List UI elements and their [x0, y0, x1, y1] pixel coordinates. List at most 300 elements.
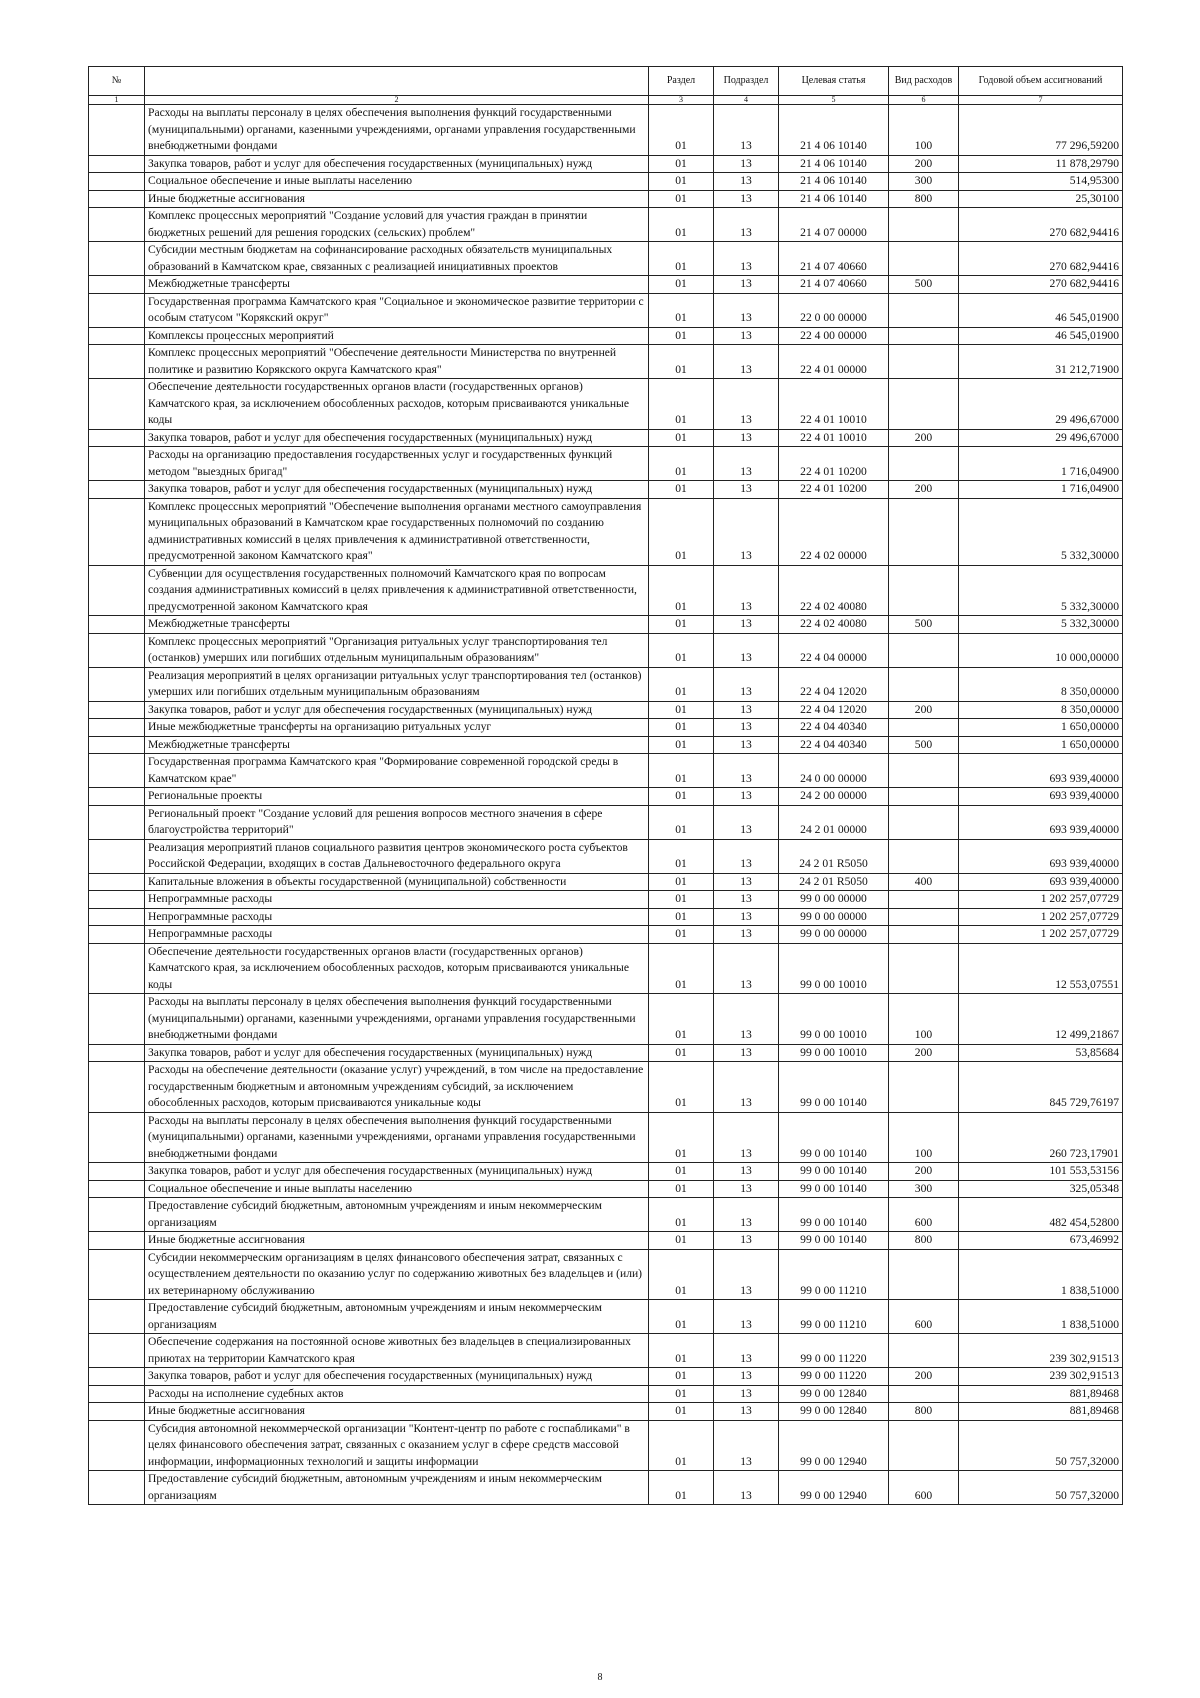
cell-celevaya: 99 0 00 00000	[779, 926, 889, 944]
cell-vid	[889, 1334, 959, 1368]
cell-razdel: 01	[649, 1180, 714, 1198]
cell-razdel: 01	[649, 701, 714, 719]
cell-name: Непрограммные расходы	[145, 891, 649, 909]
cell-razdel: 01	[649, 943, 714, 994]
colnum: 7	[959, 96, 1123, 105]
table-row	[89, 891, 1123, 909]
cell-vid	[889, 498, 959, 565]
cell-name: Комплекс процессных мероприятий "Обеспечение выполнения органами местного самоуправления муниципальных образований в Камчатском крае государственных полномочий по созданию административных комиссий в целях привлечения к административной ответственности, предусмотренной законом Камчатского края"	[145, 498, 649, 565]
cell-celevaya: 99 0 00 12840	[779, 1385, 889, 1403]
table-row	[89, 754, 1123, 788]
cell-amount: 1 838,51000	[959, 1300, 1123, 1334]
cell-razdel: 01	[649, 1420, 714, 1471]
cell-celevaya: 24 2 00 00000	[779, 788, 889, 806]
cell-celevaya: 22 4 02 40080	[779, 616, 889, 634]
table-row	[89, 908, 1123, 926]
cell-razdel: 01	[649, 293, 714, 327]
cell-amount: 5 332,30000	[959, 565, 1123, 616]
colnum: 5	[779, 96, 889, 105]
cell-podrazdel: 13	[714, 173, 779, 191]
cell-no	[89, 565, 145, 616]
cell-podrazdel: 13	[714, 754, 779, 788]
cell-name: Закупка товаров, работ и услуг для обеспечения государственных (муниципальных) нужд	[145, 155, 649, 173]
table-row	[89, 276, 1123, 294]
table-row	[89, 447, 1123, 481]
table-row	[89, 242, 1123, 276]
cell-podrazdel: 13	[714, 1232, 779, 1250]
cell-razdel: 01	[649, 105, 714, 156]
cell-amount: 5 332,30000	[959, 616, 1123, 634]
cell-name: Межбюджетные трансферты	[145, 736, 649, 754]
cell-podrazdel: 13	[714, 891, 779, 909]
cell-razdel: 01	[649, 327, 714, 345]
cell-celevaya: 21 4 07 40660	[779, 242, 889, 276]
table-row	[89, 1062, 1123, 1113]
cell-no	[89, 873, 145, 891]
cell-no	[89, 805, 145, 839]
cell-podrazdel: 13	[714, 1368, 779, 1386]
cell-no	[89, 1334, 145, 1368]
cell-name: Расходы на выплаты персоналу в целях обеспечения выполнения функций государственными (муниципальными) органами, казенными учреждениями, органами управления государственными внебюджетными фондами	[145, 994, 649, 1045]
cell-no	[89, 736, 145, 754]
cell-no	[89, 1368, 145, 1386]
cell-name: Региональный проект "Создание условий для решения вопросов местного значения в сфере благоустройства территорий"	[145, 805, 649, 839]
cell-vid: 300	[889, 173, 959, 191]
cell-name: Закупка товаров, работ и услуг для обеспечения государственных (муниципальных) нужд	[145, 1368, 649, 1386]
cell-no	[89, 788, 145, 806]
cell-amount: 1 202 257,07729	[959, 908, 1123, 926]
cell-name: Реализация мероприятий в целях организации ритуальных услуг транспортирования тел (останков) умерших или погибших отдельным муниципальным образованиям	[145, 667, 649, 701]
cell-celevaya: 22 4 04 12020	[779, 701, 889, 719]
cell-no	[89, 908, 145, 926]
cell-razdel: 01	[649, 926, 714, 944]
cell-no	[89, 173, 145, 191]
cell-podrazdel: 13	[714, 429, 779, 447]
cell-name: Межбюджетные трансферты	[145, 276, 649, 294]
cell-no	[89, 1198, 145, 1232]
cell-no	[89, 667, 145, 701]
cell-no	[89, 943, 145, 994]
cell-podrazdel: 13	[714, 1334, 779, 1368]
cell-name: Государственная программа Камчатского края "Формирование современной городской среды в Камчатском крае"	[145, 754, 649, 788]
cell-name: Закупка товаров, работ и услуг для обеспечения государственных (муниципальных) нужд	[145, 481, 649, 499]
cell-celevaya: 99 0 00 11220	[779, 1334, 889, 1368]
cell-no	[89, 1112, 145, 1163]
cell-no	[89, 429, 145, 447]
cell-no	[89, 616, 145, 634]
cell-amount: 482 454,52800	[959, 1198, 1123, 1232]
cell-vid: 200	[889, 481, 959, 499]
cell-amount: 29 496,67000	[959, 429, 1123, 447]
cell-celevaya: 99 0 00 12840	[779, 1403, 889, 1421]
cell-celevaya: 24 2 01 R5050	[779, 873, 889, 891]
table-row	[89, 1163, 1123, 1181]
table-row	[89, 327, 1123, 345]
cell-amount: 845 729,76197	[959, 1062, 1123, 1113]
cell-razdel: 01	[649, 908, 714, 926]
cell-amount: 12 499,21867	[959, 994, 1123, 1045]
col-podrazdel-header: Подраздел	[714, 67, 779, 96]
cell-vid: 200	[889, 429, 959, 447]
page-number: 8	[597, 1672, 603, 1683]
cell-celevaya: 99 0 00 10140	[779, 1112, 889, 1163]
cell-celevaya: 22 4 04 40340	[779, 736, 889, 754]
cell-amount: 25,30100	[959, 190, 1123, 208]
cell-razdel: 01	[649, 891, 714, 909]
cell-razdel: 01	[649, 1471, 714, 1505]
cell-podrazdel: 13	[714, 293, 779, 327]
cell-amount: 693 939,40000	[959, 873, 1123, 891]
cell-celevaya: 22 4 04 40340	[779, 719, 889, 737]
cell-amount: 5 332,30000	[959, 498, 1123, 565]
colnum: 4	[714, 96, 779, 105]
cell-podrazdel: 13	[714, 1403, 779, 1421]
cell-celevaya: 99 0 00 10140	[779, 1198, 889, 1232]
table-row	[89, 1471, 1123, 1505]
cell-no	[89, 633, 145, 667]
cell-podrazdel: 13	[714, 633, 779, 667]
cell-vid	[889, 293, 959, 327]
cell-vid: 100	[889, 105, 959, 156]
cell-no	[89, 1385, 145, 1403]
cell-amount: 239 302,91513	[959, 1368, 1123, 1386]
cell-amount: 1 838,51000	[959, 1249, 1123, 1300]
cell-vid: 200	[889, 1163, 959, 1181]
cell-name: Закупка товаров, работ и услуг для обеспечения государственных (муниципальных) нужд	[145, 1163, 649, 1181]
table-row	[89, 498, 1123, 565]
cell-razdel: 01	[649, 481, 714, 499]
cell-podrazdel: 13	[714, 839, 779, 873]
cell-amount: 881,89468	[959, 1403, 1123, 1421]
colnum: 3	[649, 96, 714, 105]
cell-amount: 10 000,00000	[959, 633, 1123, 667]
cell-vid	[889, 327, 959, 345]
cell-amount: 1 716,04900	[959, 447, 1123, 481]
cell-celevaya: 24 2 01 00000	[779, 805, 889, 839]
cell-razdel: 01	[649, 173, 714, 191]
cell-amount: 673,46992	[959, 1232, 1123, 1250]
cell-amount: 270 682,94416	[959, 276, 1123, 294]
cell-amount: 11 878,29790	[959, 155, 1123, 173]
cell-vid	[889, 754, 959, 788]
table-row	[89, 1334, 1123, 1368]
cell-vid	[889, 943, 959, 994]
cell-celevaya: 99 0 00 11210	[779, 1249, 889, 1300]
cell-name: Комплекс процессных мероприятий "Обеспечение деятельности Министерства по внутренней политике и развитию Корякского округа Камчатского края"	[145, 345, 649, 379]
cell-razdel: 01	[649, 379, 714, 430]
cell-amount: 101 553,53156	[959, 1163, 1123, 1181]
cell-name: Непрограммные расходы	[145, 908, 649, 926]
cell-podrazdel: 13	[714, 1044, 779, 1062]
cell-podrazdel: 13	[714, 208, 779, 242]
cell-vid: 600	[889, 1300, 959, 1334]
cell-vid	[889, 1385, 959, 1403]
cell-razdel: 01	[649, 1334, 714, 1368]
cell-name: Предоставление субсидий бюджетным, автономным учреждениям и иным некоммерческим организациям	[145, 1300, 649, 1334]
cell-name: Обеспечение деятельности государственных органов власти (государственных органов) Камчатского края, за исключением обособленных расходов, которым присваиваются уникальные коды	[145, 943, 649, 994]
cell-celevaya: 99 0 00 10140	[779, 1163, 889, 1181]
cell-razdel: 01	[649, 190, 714, 208]
cell-celevaya: 99 0 00 10010	[779, 994, 889, 1045]
cell-podrazdel: 13	[714, 379, 779, 430]
cell-podrazdel: 13	[714, 1198, 779, 1232]
cell-podrazdel: 13	[714, 873, 779, 891]
column-number-row	[89, 96, 1123, 105]
cell-podrazdel: 13	[714, 943, 779, 994]
cell-razdel: 01	[649, 345, 714, 379]
cell-vid: 200	[889, 155, 959, 173]
cell-razdel: 01	[649, 1112, 714, 1163]
cell-vid: 800	[889, 190, 959, 208]
cell-no	[89, 379, 145, 430]
cell-amount: 881,89468	[959, 1385, 1123, 1403]
table-row	[89, 1198, 1123, 1232]
cell-amount: 693 939,40000	[959, 754, 1123, 788]
cell-podrazdel: 13	[714, 242, 779, 276]
cell-celevaya: 22 4 02 40080	[779, 565, 889, 616]
cell-vid: 100	[889, 994, 959, 1045]
cell-name: Субсидии местным бюджетам на софинансирование расходных обязательств муниципальных образований в Камчатском крае, связанных с реализацией инициативных проектов	[145, 242, 649, 276]
cell-razdel: 01	[649, 616, 714, 634]
cell-celevaya: 99 0 00 12940	[779, 1420, 889, 1471]
cell-vid	[889, 208, 959, 242]
cell-razdel: 01	[649, 498, 714, 565]
table-row	[89, 379, 1123, 430]
cell-no	[89, 481, 145, 499]
cell-razdel: 01	[649, 719, 714, 737]
cell-name: Предоставление субсидий бюджетным, автономным учреждениям и иным некоммерческим организациям	[145, 1471, 649, 1505]
cell-celevaya: 99 0 00 10010	[779, 1044, 889, 1062]
table-row	[89, 1403, 1123, 1421]
cell-vid: 500	[889, 616, 959, 634]
colnum: 1	[89, 96, 145, 105]
cell-razdel: 01	[649, 155, 714, 173]
cell-amount: 1 202 257,07729	[959, 926, 1123, 944]
cell-vid	[889, 242, 959, 276]
cell-razdel: 01	[649, 1368, 714, 1386]
cell-amount: 693 939,40000	[959, 805, 1123, 839]
cell-razdel: 01	[649, 839, 714, 873]
table-row	[89, 805, 1123, 839]
cell-name: Обеспечение содержания на постоянной основе животных без владельцев в специализированных приютах на территории Камчатского края	[145, 1334, 649, 1368]
cell-no	[89, 208, 145, 242]
cell-podrazdel: 13	[714, 719, 779, 737]
cell-vid: 600	[889, 1471, 959, 1505]
cell-podrazdel: 13	[714, 1471, 779, 1505]
budget-table-sheet	[88, 66, 1122, 1505]
table-row	[89, 293, 1123, 327]
cell-podrazdel: 13	[714, 616, 779, 634]
table-row	[89, 345, 1123, 379]
cell-celevaya: 22 4 04 12020	[779, 667, 889, 701]
cell-no	[89, 701, 145, 719]
cell-vid	[889, 1420, 959, 1471]
cell-vid: 500	[889, 276, 959, 294]
cell-name: Государственная программа Камчатского края "Социальное и экономическое развитие территории с особым статусом "Корякский округ"	[145, 293, 649, 327]
header-row	[89, 67, 1123, 96]
cell-podrazdel: 13	[714, 105, 779, 156]
table-row	[89, 701, 1123, 719]
cell-amount: 260 723,17901	[959, 1112, 1123, 1163]
cell-vid: 300	[889, 1180, 959, 1198]
cell-amount: 8 350,00000	[959, 667, 1123, 701]
cell-amount: 77 296,59200	[959, 105, 1123, 156]
table-row	[89, 839, 1123, 873]
cell-celevaya: 99 0 00 12940	[779, 1471, 889, 1505]
cell-name: Иные межбюджетные трансферты на организацию ритуальных услуг	[145, 719, 649, 737]
table-row	[89, 736, 1123, 754]
cell-name: Закупка товаров, работ и услуг для обеспечения государственных (муниципальных) нужд	[145, 701, 649, 719]
cell-name: Предоставление субсидий бюджетным, автономным учреждениям и иным некоммерческим организациям	[145, 1198, 649, 1232]
cell-name: Межбюджетные трансферты	[145, 616, 649, 634]
table-row	[89, 1368, 1123, 1386]
cell-name: Иные бюджетные ассигнования	[145, 1232, 649, 1250]
cell-celevaya: 21 4 06 10140	[779, 173, 889, 191]
cell-name: Расходы на исполнение судебных актов	[145, 1385, 649, 1403]
cell-podrazdel: 13	[714, 155, 779, 173]
cell-vid: 600	[889, 1198, 959, 1232]
cell-podrazdel: 13	[714, 908, 779, 926]
cell-razdel: 01	[649, 1198, 714, 1232]
table-row	[89, 190, 1123, 208]
cell-vid: 200	[889, 1044, 959, 1062]
cell-name: Социальное обеспечение и иные выплаты населению	[145, 173, 649, 191]
cell-celevaya: 99 0 00 10010	[779, 943, 889, 994]
table-row	[89, 616, 1123, 634]
table-row	[89, 429, 1123, 447]
col-no-header: №	[89, 67, 145, 96]
cell-vid	[889, 1249, 959, 1300]
cell-amount: 50 757,32000	[959, 1420, 1123, 1471]
cell-amount: 1 716,04900	[959, 481, 1123, 499]
cell-amount: 693 939,40000	[959, 839, 1123, 873]
cell-razdel: 01	[649, 429, 714, 447]
cell-celevaya: 99 0 00 10140	[779, 1232, 889, 1250]
cell-name: Социальное обеспечение и иные выплаты населению	[145, 1180, 649, 1198]
cell-amount: 239 302,91513	[959, 1334, 1123, 1368]
cell-no	[89, 994, 145, 1045]
cell-podrazdel: 13	[714, 1385, 779, 1403]
cell-celevaya: 99 0 00 00000	[779, 891, 889, 909]
cell-name: Расходы на обеспечение деятельности (оказание услуг) учреждений, в том числе на предоставление государственным бюджетным и автономным учреждениям субсидий, за исключением обособленных расходов, которым присваиваются уникальные коды	[145, 1062, 649, 1113]
cell-no	[89, 327, 145, 345]
cell-name: Субсидии некоммерческим организациям в целях финансового обеспечения затрат, связанных с осуществлением деятельности по оказанию услуг по содержанию животных без владельцев и (или) их ветеринарному обслуживанию	[145, 1249, 649, 1300]
cell-celevaya: 22 4 01 10200	[779, 447, 889, 481]
cell-no	[89, 1163, 145, 1181]
cell-celevaya: 99 0 00 00000	[779, 908, 889, 926]
cell-celevaya: 99 0 00 10140	[779, 1180, 889, 1198]
col-vid-header: Вид расходов	[889, 67, 959, 96]
table-row	[89, 1112, 1123, 1163]
cell-name: Реализация мероприятий планов социального развития центров экономического роста субъектов Российской Федерации, входящих в состав Дальневосточного федерального округа	[145, 839, 649, 873]
cell-celevaya: 22 0 00 00000	[779, 293, 889, 327]
cell-no	[89, 293, 145, 327]
cell-name: Расходы на выплаты персоналу в целях обеспечения выполнения функций государственными (муниципальными) органами, казенными учреждениями, органами управления государственными внебюджетными фондами	[145, 105, 649, 156]
cell-name: Иные бюджетные ассигнования	[145, 190, 649, 208]
cell-podrazdel: 13	[714, 565, 779, 616]
cell-podrazdel: 13	[714, 667, 779, 701]
cell-vid	[889, 633, 959, 667]
cell-podrazdel: 13	[714, 736, 779, 754]
cell-amount: 1 650,00000	[959, 719, 1123, 737]
cell-amount: 325,05348	[959, 1180, 1123, 1198]
cell-no	[89, 891, 145, 909]
cell-amount: 50 757,32000	[959, 1471, 1123, 1505]
colnum: 2	[145, 96, 649, 105]
cell-name: Обеспечение деятельности государственных органов власти (государственных органов) Камчатского края, за исключением обособленных расходов, которым присваиваются уникальные коды	[145, 379, 649, 430]
cell-no	[89, 1300, 145, 1334]
cell-celevaya: 22 4 01 10200	[779, 481, 889, 499]
cell-podrazdel: 13	[714, 327, 779, 345]
cell-name: Комплексы процессных мероприятий	[145, 327, 649, 345]
cell-vid	[889, 345, 959, 379]
cell-vid	[889, 926, 959, 944]
cell-no	[89, 926, 145, 944]
cell-razdel: 01	[649, 633, 714, 667]
cell-podrazdel: 13	[714, 1163, 779, 1181]
table-row	[89, 1385, 1123, 1403]
cell-razdel: 01	[649, 242, 714, 276]
cell-podrazdel: 13	[714, 1112, 779, 1163]
cell-razdel: 01	[649, 1300, 714, 1334]
cell-podrazdel: 13	[714, 190, 779, 208]
cell-name: Субсидия автономной некоммерческой организации "Контент-центр по работе с госпабликами" в целях финансового обеспечения затрат, связанных с оказанием услуг в сфере средств массовой информации, информационных технологий и защиты информации	[145, 1420, 649, 1471]
table-row	[89, 481, 1123, 499]
cell-no	[89, 1232, 145, 1250]
cell-no	[89, 1062, 145, 1113]
cell-no	[89, 155, 145, 173]
cell-celevaya: 22 4 01 10010	[779, 379, 889, 430]
table-row	[89, 565, 1123, 616]
cell-name: Расходы на выплаты персоналу в целях обеспечения выполнения функций государственными (муниципальными) органами, казенными учреждениями, органами управления государственными внебюджетными фондами	[145, 1112, 649, 1163]
cell-name: Расходы на организацию предоставления государственных услуг и государственных функций методом "выездных бригад"	[145, 447, 649, 481]
cell-no	[89, 276, 145, 294]
cell-razdel: 01	[649, 1249, 714, 1300]
cell-celevaya: 99 0 00 10140	[779, 1062, 889, 1113]
cell-name: Субвенции для осуществления государственных полномочий Камчатского края по вопросам создания административных комиссий в целях привлечения к административной ответственности, предусмотренной законом Камчатского края	[145, 565, 649, 616]
cell-podrazdel: 13	[714, 788, 779, 806]
cell-vid: 800	[889, 1232, 959, 1250]
cell-celevaya: 22 4 01 10010	[779, 429, 889, 447]
cell-celevaya: 22 4 02 00000	[779, 498, 889, 565]
cell-podrazdel: 13	[714, 1180, 779, 1198]
cell-celevaya: 21 4 06 10140	[779, 190, 889, 208]
cell-vid	[889, 1062, 959, 1113]
cell-vid: 100	[889, 1112, 959, 1163]
table-row	[89, 173, 1123, 191]
cell-podrazdel: 13	[714, 1420, 779, 1471]
cell-podrazdel: 13	[714, 481, 779, 499]
cell-amount: 1 202 257,07729	[959, 891, 1123, 909]
cell-podrazdel: 13	[714, 447, 779, 481]
cell-name: Комплекс процессных мероприятий "Создание условий для участия граждан в принятии бюджетных решений для решения городских (сельских) проблем"	[145, 208, 649, 242]
col-celevaya-header: Целевая статья	[779, 67, 889, 96]
col-name-header	[145, 67, 649, 96]
cell-no	[89, 839, 145, 873]
cell-celevaya: 21 4 07 40660	[779, 276, 889, 294]
cell-podrazdel: 13	[714, 994, 779, 1045]
cell-celevaya: 99 0 00 11220	[779, 1368, 889, 1386]
cell-no	[89, 719, 145, 737]
table-row	[89, 926, 1123, 944]
table-row	[89, 633, 1123, 667]
cell-celevaya: 22 4 01 00000	[779, 345, 889, 379]
cell-vid	[889, 839, 959, 873]
cell-celevaya: 21 4 06 10140	[779, 155, 889, 173]
table-row	[89, 873, 1123, 891]
cell-podrazdel: 13	[714, 1300, 779, 1334]
cell-amount: 12 553,07551	[959, 943, 1123, 994]
